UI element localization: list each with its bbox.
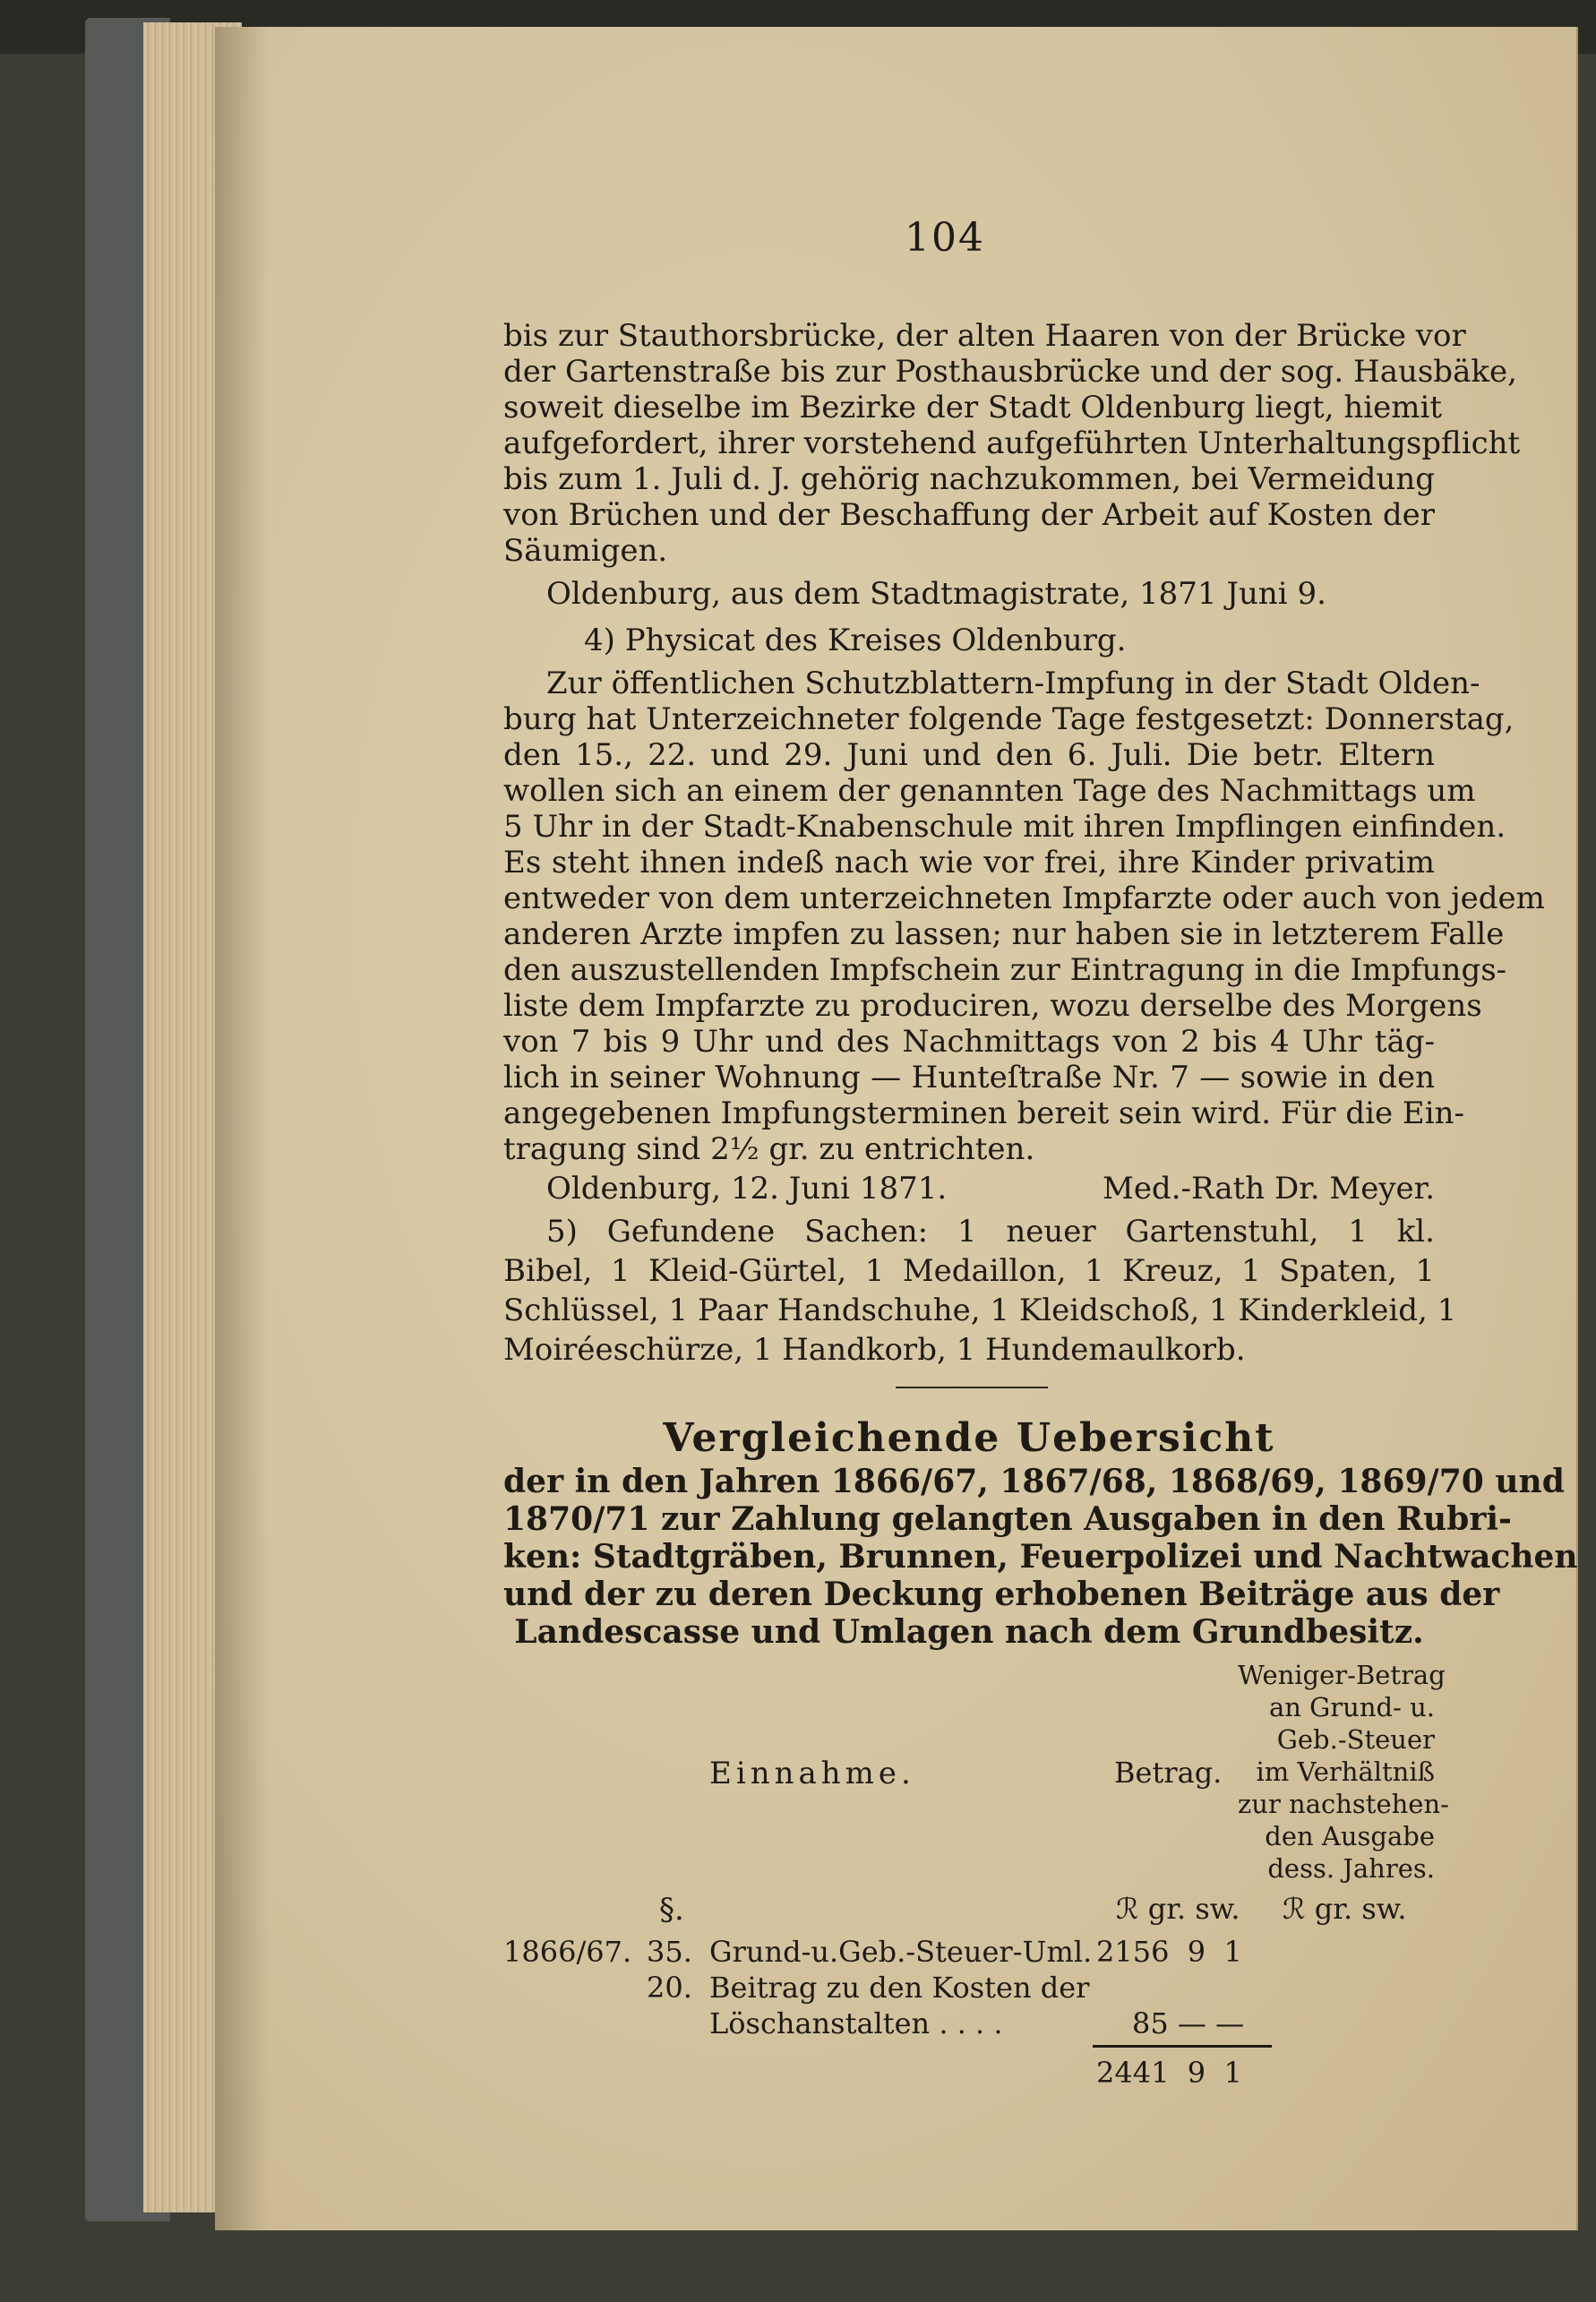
text-line: Es steht ihnen indeß nach wie vor frei, ihre Kinder privatim [503,845,1435,880]
text-line: aufgefordert, ihrer vorstehend aufgeführten Unterhaltungspflicht [503,425,1521,461]
sum-rule [1093,2045,1272,2048]
header-line: den Ausgabe [1265,1821,1435,1851]
signature-line-right: Med.-Rath Dr. Meyer. [1103,1171,1435,1207]
text-line: anderen Arzte impfen zu lassen; nur haben sie in letzterem Falle [503,916,1505,952]
units-betrag: ℛ gr. sw. [1116,1892,1240,1926]
text-line: bis zum 1. Juli d. J. gehörig nachzukommen, bei Vermeidung [503,461,1435,497]
row-text: Grund-u.Geb.-Steuer-Uml. [709,1935,1093,1969]
heading-line: Landescasse und Umlagen nach dem Grundbesitz. [514,1613,1424,1651]
signature-line: Oldenburg, aus dem Stadtmagistrate, 1871 Juni 9. [546,576,1326,612]
row-text: Löschanstalten . . . . [709,2006,1003,2040]
section-title: 4) Physicat des Kreises Oldenburg. [584,623,1127,658]
row-betrag: 2156 9 1 [1096,1935,1242,1969]
text-line: den auszustellenden Impfschein zur Eintragung in die Impfungs- [503,952,1507,988]
header-line: Geb.-Steuer [1276,1724,1435,1755]
header-line: zur nachstehen- [1238,1789,1449,1819]
heading-line: und der zu deren Deckung erhobenen Beiträge aus der [503,1576,1500,1613]
total-betrag: 2441 9 1 [1096,2056,1242,2090]
units-weniger: ℛ gr. sw. [1283,1892,1407,1926]
header-line: an Grund- u. [1268,1692,1435,1722]
page-number: 104 [905,215,985,261]
heading-line: 1870/71 zur Zahlung gelangten Ausgaben in den Rubri- [503,1500,1512,1538]
text-line: Bibel, 1 Kleid-Gürtel, 1 Medaillon, 1 Kreuz, 1 Spaten, 1 [503,1253,1435,1289]
text-line: von 7 bis 9 Uhr und des Nachmittags von 2 bis 4 Uhr täg- [503,1024,1435,1060]
text-line: den 15., 22. und 29. Juni und den 6. Juli. Die betr. Eltern [503,737,1435,773]
header-line: Weniger-Betrag [1238,1660,1446,1690]
text-line: tragung sind 2½ gr. zu entrichten. [503,1131,1035,1167]
text-line: 5 Uhr in der Stadt-Knabenschule mit ihren Impflingen einfinden. [503,809,1506,845]
text-line: Schlüssel, 1 Paar Handschuhe, 1 Kleidschoß, 1 Kinderkleid, 1 [503,1293,1457,1328]
divider [896,1387,1048,1388]
text-line: burg hat Unterzeichneter folgende Tage festgesetzt: Donnerstag, [503,701,1514,737]
text-line: lich in seiner Wohnung — Hunteſtraße Nr. 7 — sowie in den [503,1060,1435,1095]
heading-line: ken: Stadtgräben, Brunnen, Feuerpolizei und Nachtwachen [503,1538,1578,1576]
text-line: 5) Gefundene Sachen: 1 neuer Gartenstuhl, 1 kl. [546,1214,1435,1250]
text-line: bis zur Stauthorsbrücke, der alten Haaren von der Brücke vor [503,318,1466,354]
col-betrag-header: Betrag. [1114,1756,1223,1790]
text-line: wollen sich an einem der genannten Tage des Nachmittags um [503,773,1476,809]
text-line: liste dem Impfarzte zu produciren, wozu derselbe des Morgens [503,988,1482,1024]
heading-line: der in den Jahren 1866/67, 1867/68, 1868/69, 1869/70 und [503,1463,1565,1500]
header-line: dess. Jahres. [1267,1853,1435,1884]
header-line: im Verhältniß [1256,1757,1435,1787]
row-betrag: 85 — — [1132,2006,1245,2040]
col-weniger-header [1238,1659,1449,1885]
signature-line-left: Oldenburg, 12. Juni 1871. [546,1171,948,1207]
heading-title: Vergleichende Uebersicht [663,1415,1275,1461]
row-year: 1866/67. [503,1935,632,1969]
row-para: 35. [647,1935,692,1969]
paragraph-sign: §. [659,1892,684,1928]
text-line: Zur öffentlichen Schutzblattern-Impfung in der Stadt Olden- [546,666,1480,701]
text-line: der Gartenstraße bis zur Posthausbrücke und der sog. Hausbäke, [503,354,1517,390]
text-line: von Brüchen und der Beschaffung der Arbeit auf Kosten der [503,497,1435,533]
row-para: 20. [647,1971,692,2005]
col-einnahme-header: Einnahme. [709,1756,915,1791]
text-line: soweit dieselbe im Bezirke der Stadt Oldenburg liegt, hiemit [503,390,1442,425]
text-line: Säumigen. [503,533,668,569]
text-line: angegebenen Impfungsterminen bereit sein wird. Für die Ein- [503,1095,1465,1131]
text-line: Moiréeschürze, 1 Handkorb, 1 Hundemaulkorb. [503,1332,1246,1368]
row-text: Beitrag zu den Kosten der [709,1971,1090,2005]
text-line: entweder von dem unterzeichneten Impfarzte oder auch von jedem [503,880,1545,916]
page-gutter-shadow [215,27,269,2230]
